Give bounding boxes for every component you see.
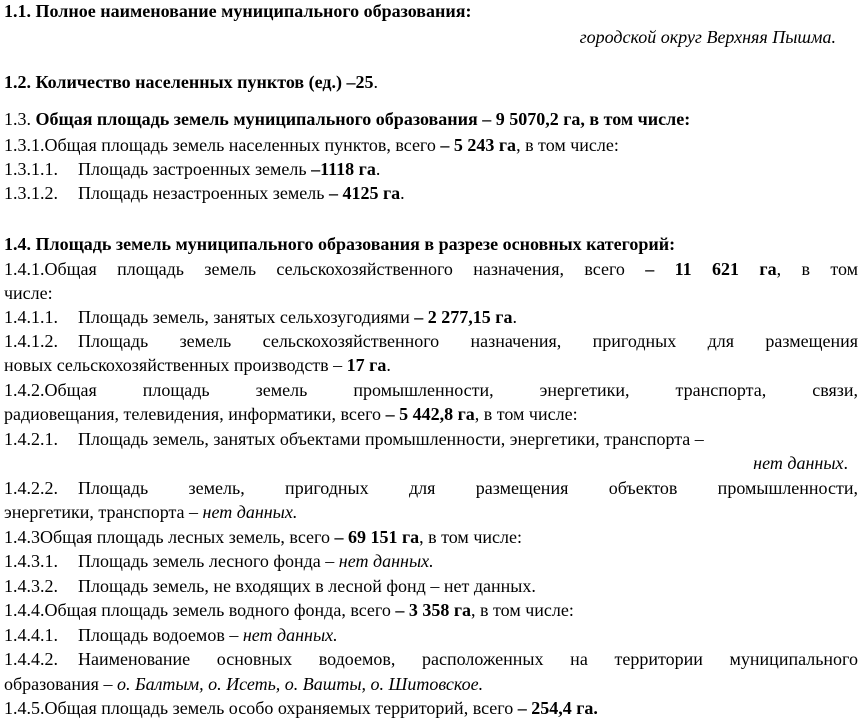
section-1-4-5: 1.4.5.Общая площадь земель особо охраняемых территорий, всего – 254,4 га. [4,698,598,718]
section-1-4-1-2: 1.4.1.2. Площадь земель сельскохозяйственного назначения, пригодных для размещения [4,331,858,351]
section-1-4-3-2: 1.4.3.2. Площадь земель, не входящих в лесной фонд – нет данных. [4,576,536,596]
section-1-3-1-1: 1.3.1.1. Площадь застроенных земель –1118 га. [4,159,381,179]
section-1-4-1-2-cont: новых сельскохозяйственных производств – 17 га. [4,355,391,375]
section-1-4-4-2-cont: образования – о. Балтым, о. Исеть, о. Вашты, о. Шитовское. [4,674,484,694]
section-1-4-1-cont: числе: [4,283,53,303]
municipality-name: городской округ Верхняя Пышма. [579,27,836,47]
section-1-4-3: 1.4.3Общая площадь лесных земель, всего – 69 151 га, в том числе: [4,527,522,547]
section-1-4-1-1: 1.4.1.1. Площадь земель, занятых сельхозугодиями – 2 277,15 га. [4,307,517,327]
section-1-4-4-1: 1.4.4.1. Площадь водоемов – нет данных. [4,625,338,645]
section-1-3-title: 1.3. Общая площадь земель муниципального образования – 9 5070,2 га, в том числе: [4,109,691,129]
section-1-4-2-1-cont: нет данных. [753,453,848,473]
section-1-2: 1.2. Количество населенных пунктов (ед.) –25. [4,72,378,92]
section-1-4-4: 1.4.4.Общая площадь земель водного фонда, всего – 3 358 га, в том числе: [4,600,574,620]
section-1-3-1-2: 1.3.1.2. Площадь незастроенных земель – 4125 га. [4,183,405,203]
section-1-4-2-cont: радиовещания, телевидения, информатики, всего – 5 442,8 га, в том числе: [4,404,578,424]
section-1-4-2-2-cont: энергетики, транспорта – нет данных. [4,502,298,522]
section-1-4-2-1: 1.4.2.1. Площадь земель, занятых объектами промышленности, энергетики, транспорта – [4,429,704,449]
section-1-1-title: 1.1. Полное наименование муниципального образования: [4,1,472,21]
section-1-3-1: 1.3.1.Общая площадь земель населенных пунктов, всего – 5 243 га, в том числе: [4,135,619,155]
section-1-4-4-2: 1.4.4.2. Наименование основных водоемов, расположенных на территории муниципального [4,649,858,669]
section-1-4-1: 1.4.1.Общая площадь земель сельскохозяйственного назначения, всего – 11 621 га, в том [4,259,858,279]
section-1-4-2: 1.4.2.Общая площадь земель промышленности, энергетики, транспорта, связи, [4,380,858,400]
section-1-4-2-2: 1.4.2.2. Площадь земель, пригодных для размещения объектов промышленности, [4,478,858,498]
section-1-4-title: 1.4. Площадь земель муниципального образования в разрезе основных категорий: [4,234,676,254]
section-1-4-3-1: 1.4.3.1. Площадь земель лесного фонда – нет данных. [4,551,434,571]
